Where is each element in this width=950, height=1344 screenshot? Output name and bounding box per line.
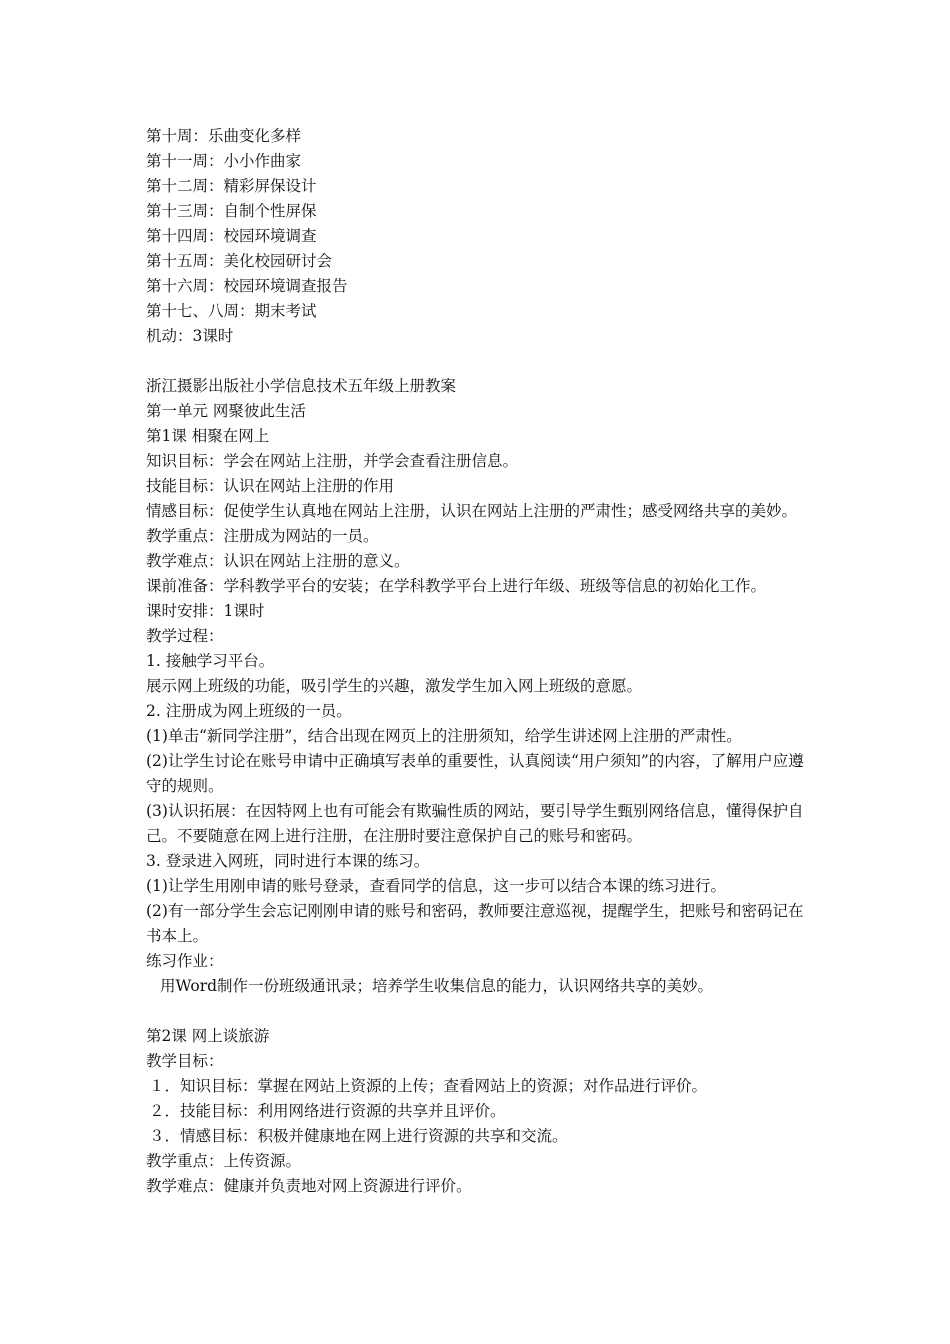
schedule-item: 第十周：乐曲变化多样 [146, 127, 302, 145]
emotion-goal: 情感目标：促使学生认真地在网站上注册，认识在网站上注册的严肃性；感受网络共享的美妙。 [146, 502, 798, 520]
teaching-difficulty: 教学难点：健康并负责地对网上资源进行评价。 [146, 1177, 472, 1195]
process-substep: (2)有一部分学生会忘记刚刚申请的账号和密码，教师要注意巡视，提醒学生，把账号和密码记在书本上。 [146, 902, 804, 945]
process-step: 1. 接触学习平台。 [146, 652, 275, 670]
schedule-item: 第十七、八周：期末考试 [146, 302, 317, 320]
document-body [146, 124, 810, 1199]
schedule-item: 第十三周：自制个性屏保 [146, 202, 317, 220]
schedule-item: 第十五周：美化校园研讨会 [146, 252, 333, 270]
process-substep: (2)让学生讨论在账号申请中正确填写表单的重要性，认真阅读“用户须知”的内容，了解用户应遵守的规则。 [146, 752, 804, 795]
knowledge-goal: 知识目标：学会在网站上注册，并学会查看注册信息。 [146, 452, 519, 470]
schedule-item: 第十六周：校园环境调查报告 [146, 277, 348, 295]
process-text: 展示网上班级的功能，吸引学生的兴趣，激发学生加入网上班级的意愿。 [146, 677, 643, 695]
teaching-difficulty: 教学难点：认识在网站上注册的意义。 [146, 552, 410, 570]
goals-label: 教学目标： [146, 1052, 224, 1070]
lesson-1 [146, 424, 810, 999]
homework-text: 用Word制作一份班级通讯录；培养学生收集信息的能力，认识网络共享的美妙。 [160, 977, 714, 995]
schedule-list [146, 124, 810, 349]
blank-line [146, 349, 810, 374]
class-hours: 课时安排：1课时 [146, 602, 265, 620]
skill-goal: 技能目标：认识在网站上注册的作用 [146, 477, 395, 495]
teaching-key-point: 教学重点：上传资源。 [146, 1152, 302, 1170]
class-preparation: 课前准备：学科教学平台的安装；在学科教学平台上进行年级、班级等信息的初始化工作。 [146, 577, 767, 595]
lesson-2 [146, 1024, 810, 1199]
goal-item: ３．情感目标：积极并健康地在网上进行资源的共享和交流。 [149, 1127, 568, 1145]
lesson-title: 第1课 相聚在网上 [146, 427, 270, 445]
unit-title: 第一单元 网聚彼此生活 [146, 402, 306, 420]
schedule-item: 第十一周：小小作曲家 [146, 152, 302, 170]
teaching-key-point: 教学重点：注册成为网站的一员。 [146, 527, 379, 545]
schedule-item: 第十二周：精彩屏保设计 [146, 177, 317, 195]
document-title: 浙江摄影出版社小学信息技术五年级上册教案 [146, 377, 457, 395]
process-label: 教学过程： [146, 627, 224, 645]
goal-item: １．知识目标：掌握在网站上资源的上传；查看网站上的资源；对作品进行评价。 [149, 1077, 708, 1095]
blank-line [146, 999, 810, 1024]
goal-item: ２．技能目标：利用网络进行资源的共享并且评价。 [149, 1102, 506, 1120]
homework-label: 练习作业： [146, 952, 224, 970]
schedule-item: 第十四周：校园环境调查 [146, 227, 317, 245]
schedule-item: 机动：3课时 [146, 327, 234, 345]
process-substep: (3)认识拓展：在因特网上也有可能会有欺骗性质的网站，要引导学生甄别网络信息，懂得保护自己。不要随意在网上进行注册，在注册时要注意保护自己的账号和密码。 [146, 802, 804, 845]
process-step: 3. 登录进入网班，同时进行本课的练习。 [146, 852, 430, 870]
lesson-title: 第2课 网上谈旅游 [146, 1027, 270, 1045]
process-substep: (1)让学生用刚申请的账号登录，查看同学的信息，这一步可以结合本课的练习进行。 [146, 877, 726, 895]
process-step: 2. 注册成为网上班级的一员。 [146, 702, 352, 720]
process-substep: (1)单击“新同学注册”，结合出现在网页上的注册须知，给学生讲述网上注册的严肃性。 [146, 727, 742, 745]
